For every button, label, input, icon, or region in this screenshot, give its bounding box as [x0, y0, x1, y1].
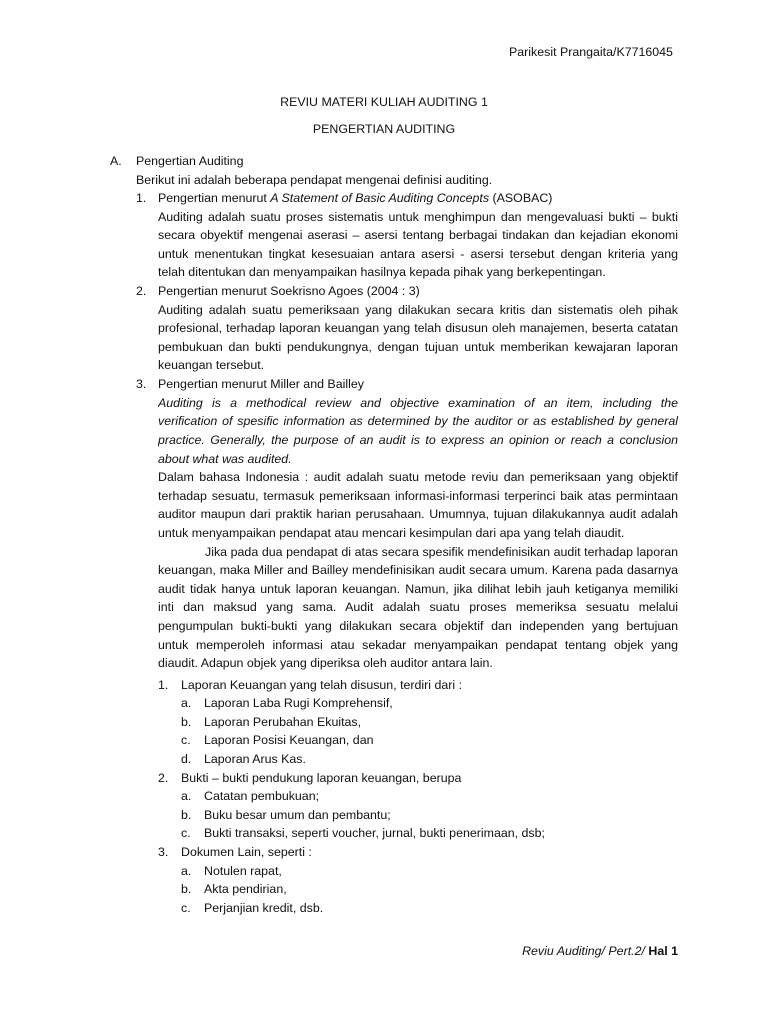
sub-marker: b.: [181, 808, 192, 822]
sub-item: Bukti transaksi, seperti voucher, jurnal, bukti penerimaan, dsb;: [204, 826, 545, 840]
sub-marker: c.: [181, 826, 191, 840]
sub-item: Laporan Arus Kas.: [204, 752, 306, 766]
body-line: Auditing adalah suatu proses sistematis untuk menghimpun dan mengevaluasi bukti – bukti: [158, 210, 678, 224]
section-intro: Berikut ini adalah beberapa pendapat mengenai definisi auditing.: [136, 173, 493, 187]
body-line: keuangan tersebut.: [158, 358, 265, 372]
paragraph-line: keuangan, maka Miller and Bailley mendefinisikan audit secara umum. Karena pada dasarnya: [158, 563, 678, 577]
sub-marker: a.: [181, 696, 192, 710]
sub-item: Laporan Posisi Keuangan, dan: [204, 733, 374, 747]
translation-line: untuk menyampaikan pendapat atau mencari kesimpulan dari apa yang telah diaudit.: [158, 526, 625, 540]
sub-marker: a.: [181, 864, 192, 878]
object-number: 3.: [158, 845, 169, 859]
object-number: 2.: [158, 771, 169, 785]
english-quote-line: practice. Generally, the purpose of an audit is to express an opinion or reach a conclusion: [158, 433, 678, 447]
author-header: Parikesit Prangaita/K7716045: [509, 45, 673, 59]
body-line: profesional, terhadap laporan keuangan yang telah disusun oleh manajemen, beserta catatan: [158, 321, 678, 335]
paragraph-line: diaudit. Adapun objek yang diperiksa oleh auditor antara lain.: [158, 656, 493, 670]
paragraph-line: audit tidak hanya untuk laporan keuangan. Namun, jika dilihat lebih jauh ketiganya memiliki: [158, 582, 678, 596]
paragraph-line: Jika pada dua pendapat di atas secara spesifik mendefinisikan audit terhadap laporan: [205, 545, 678, 559]
sub-marker: d.: [181, 752, 192, 766]
item-heading: Pengertian menurut Miller and Bailley: [158, 377, 364, 391]
object-label: Laporan Keuangan yang telah disusun, terdiri dari :: [181, 678, 463, 692]
object-number: 1.: [158, 678, 169, 692]
body-line: Auditing adalah suatu pemeriksaan yang dilakukan secara kritis dan sistematis oleh pihak: [158, 303, 678, 317]
section-marker: A.: [110, 154, 122, 168]
sub-marker: c.: [181, 733, 191, 747]
page-footer: [522, 944, 678, 958]
item-number: 2.: [136, 284, 147, 298]
body-line: telah ditentukan dan menyampaikan hasilnya kepada pihak yang berkepentingan.: [158, 265, 606, 279]
english-quote-line: about what was audited.: [158, 452, 292, 466]
paragraph-line: pengumpulan bukti-bukti yang dilakukan secara objektif dan independen yang bertujuan: [158, 619, 678, 633]
page-number: Hal 1: [648, 944, 678, 958]
sub-item: Buku besar umum dan pembantu;: [204, 808, 391, 822]
item-heading: Pengertian menurut A Statement of Basic Auditing Concepts (ASOBAC): [158, 191, 553, 205]
sub-item: Notulen rapat,: [204, 864, 282, 878]
section-heading: Pengertian Auditing: [136, 154, 244, 168]
sub-item: Laporan Perubahan Ekuitas,: [204, 715, 362, 729]
sub-item: Laporan Laba Rugi Komprehensif,: [204, 696, 393, 710]
item-heading: Pengertian menurut Soekrisno Agoes (2004 : 3): [158, 284, 420, 298]
sub-marker: a.: [181, 789, 192, 803]
paragraph-line: untuk memperoleh informasi atau sekadar menyampaikan pendapat tentang objek yang: [158, 638, 678, 652]
translation-line: Dalam bahasa Indonesia : audit adalah suatu metode reviu dan pemeriksaan yang objektif: [158, 470, 678, 484]
item-number: 3.: [136, 377, 147, 391]
body-line: secara obyektif mengenai aserasi – asersi tentang berbagai tindakan dan kejadian ekonomi: [158, 228, 678, 242]
sub-item: Perjanjian kredit, dsb.: [204, 901, 324, 915]
english-quote-line: verification of spesific information as determined by the auditor or as established by general: [158, 414, 678, 428]
doc-title: REVIU MATERI KULIAH AUDITING 1: [280, 95, 488, 109]
paragraph-line: inti dan maksud yang sama. Audit adalah suatu proses memeriksa sesuatu melalui: [158, 600, 678, 614]
footer-text: Reviu Auditing/ Pert.2/: [522, 944, 645, 958]
sub-marker: b.: [181, 882, 192, 896]
body-line: untuk menentukan tingkat kesesuaian antara asersi - asersi tersebut dengan kriteria yang: [158, 247, 678, 261]
english-quote-line: Auditing is a methodical review and objective examination of an item, including the: [158, 396, 678, 410]
sub-item: Akta pendirian,: [204, 882, 287, 896]
sub-marker: c.: [181, 901, 191, 915]
sub-item: Catatan pembukuan;: [204, 789, 320, 803]
translation-line: auditor maupun dari praktik harian perusahaan. Umumnya, tujuan dilakukannya audit adalah: [158, 507, 678, 521]
doc-subtitle: PENGERTIAN AUDITING: [312, 122, 456, 136]
body-line: pembukuan dan bukti pendukungnya, dengan tujuan untuk memberikan kewajaran laporan: [158, 340, 678, 354]
object-label: Dokumen Lain, seperti :: [181, 845, 312, 859]
translation-line: terhadap sesuatu, termasuk pemeriksaan informasi-informasi terperinci baik atas permintaan: [158, 489, 678, 503]
object-label: Bukti – bukti pendukung laporan keuangan, berupa: [181, 771, 462, 785]
item-number: 1.: [136, 191, 147, 205]
sub-marker: b.: [181, 715, 192, 729]
